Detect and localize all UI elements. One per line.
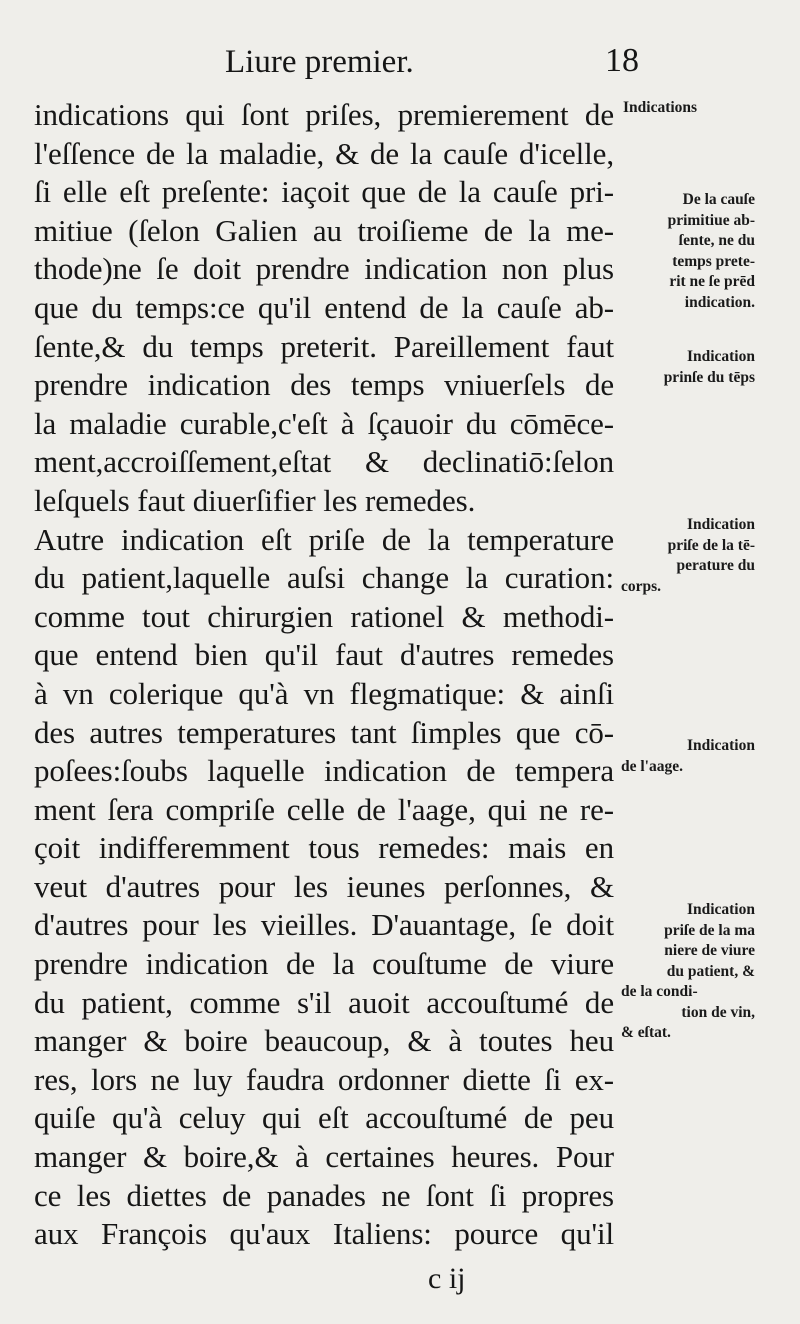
running-title: Liure premier. (225, 44, 414, 80)
text-line: prendre indication des temps vniuerſels de (34, 367, 614, 403)
margin-note-line: De la cauſe (682, 191, 755, 208)
margin-note-line: de l'aage. (621, 757, 683, 775)
margin-note-temperature (621, 515, 755, 597)
margin-note-line: de la condi- (621, 983, 698, 1000)
margin-note-age (621, 736, 755, 777)
margin-note-line: Indications (623, 99, 698, 116)
text-line: Autre indication eſt priſe de la temperature (34, 521, 614, 557)
margin-note-line: Indication (686, 516, 755, 533)
text-line: l'eſſence de la maladie, & de la cauſe d'icelle, (34, 135, 614, 171)
margin-note-line: priſe de la ma (664, 921, 755, 939)
margin-note-cause (621, 190, 755, 313)
text-line: à vn colerique qu'à vn flegmatique: & ainſi (34, 675, 614, 711)
text-line: du patient, comme s'il auoit accouſtumé de (34, 984, 614, 1020)
text-line: indications qui ſont priſes, premierement de (34, 97, 614, 132)
margin-note-line: perature du (676, 557, 755, 574)
margin-note-line: prinſe du tēps (663, 368, 755, 386)
margin-note-indications (623, 98, 799, 119)
text-line: ſente,& du temps preterit. Pareillement faut (34, 328, 614, 364)
text-line: ment,accroiſſement,eſtat & declinatiō:ſelon (34, 444, 614, 480)
text-line: çoit indifferemment tous remedes: mais en (34, 830, 614, 866)
text-line: ſi elle eſt preſente: iaçoit que de la cauſe pri- (34, 174, 614, 210)
text-line: la maladie curable,c'eſt à ſçauoir du cōmēce- (34, 405, 614, 441)
margin-note-line: ſente, ne du (678, 232, 755, 249)
text-line: du patient,laquelle auſsi change la curation: (34, 560, 614, 596)
text-line: thode)ne ſe doit prendre indication non plus (34, 251, 614, 287)
text-line: des autres temperatures tant ſimples que cō- (34, 714, 614, 750)
margin-note-line: corps. (621, 577, 662, 595)
text-line: aux François qu'aux Italiens: pource qu'il (34, 1216, 614, 1252)
text-line: poſees:ſoubs laquelle indication de tempera (34, 753, 614, 789)
text-line: quiſe qu'à celuy qui eſt accouſtumé de peu (34, 1100, 614, 1136)
text-line: d'autres pour les vieilles. D'auantage, ſe doit (34, 907, 614, 943)
page-number: 18 (605, 42, 639, 79)
margin-note-line: Indication (686, 348, 755, 365)
margin-note-line: & eſtat. (621, 1024, 671, 1041)
margin-note-manner-of-living (621, 900, 755, 1044)
margin-note-line: temps prete- (672, 252, 755, 270)
margin-note-line: Indication (686, 737, 755, 754)
margin-note-line: primitiue ab- (667, 211, 755, 229)
margin-note-time (621, 347, 755, 388)
text-line: ce les diettes de panades ne ſont ſi propres (34, 1177, 614, 1213)
text-line: prendre indication de la couſtume de viure (34, 946, 614, 982)
text-line: leſquels faut diuerſifier les remedes. (34, 482, 476, 518)
text-line: comme tout chirurgien rationel & methodi- (34, 598, 614, 634)
main-text-block (34, 96, 614, 1254)
margin-note-line: du patient, & (666, 962, 755, 980)
text-line: veut d'autres pour les ieunes perſonnes, & (34, 868, 614, 904)
signature-mark: c ij (428, 1262, 466, 1295)
page-header (0, 44, 800, 94)
text-line: res, lors ne luy faudra ordonner diette ſi ex- (34, 1061, 614, 1097)
text-line: que entend bien qu'il faut d'autres remedes (34, 637, 614, 673)
margin-note-line: niere de viure (664, 942, 755, 959)
margin-note-line: Indication (686, 901, 755, 918)
margin-note-line: rit ne ſe prēd (669, 273, 755, 290)
text-line: ment ſera compriſe celle de l'aage, qui ne re- (34, 791, 614, 827)
text-line: mitiue (ſelon Galien au troiſieme de la me- (34, 212, 614, 248)
margin-note-line: priſe de la tē- (667, 536, 755, 554)
text-line: manger & boire,& à certaines heures. Pour (34, 1139, 614, 1175)
text-line: manger & boire beaucoup, & à toutes heu (34, 1023, 614, 1059)
text-line: que du temps:ce qu'il entend de la cauſe ab- (34, 289, 614, 325)
margin-note-line: tion de vin, (681, 1003, 755, 1021)
margin-note-line: indication. (684, 293, 755, 311)
